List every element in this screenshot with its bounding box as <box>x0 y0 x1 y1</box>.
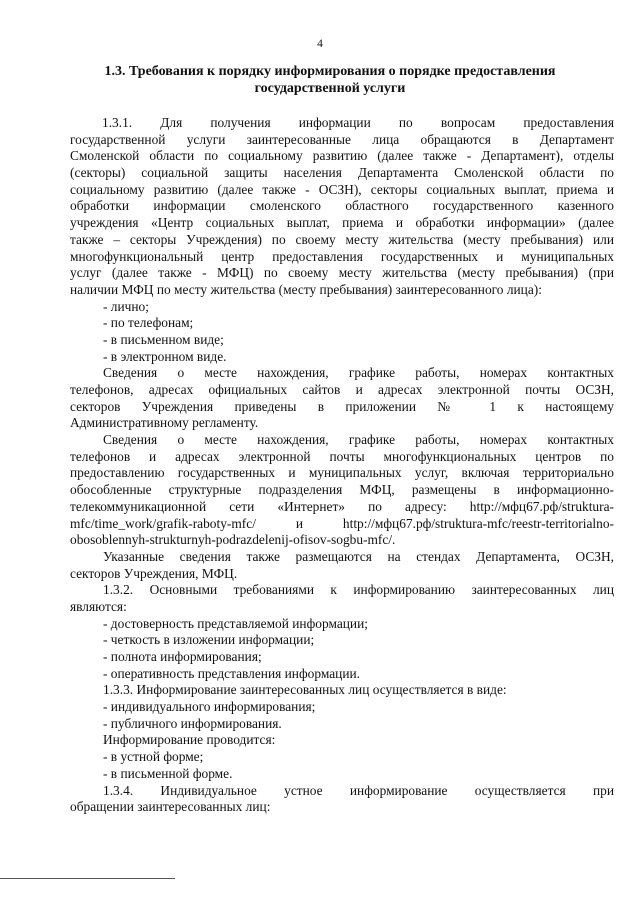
text-line: Сведения о месте нахождения, графике работы, номерах контактных <box>103 432 614 448</box>
text-line: учреждения «Центр социальных выплат, приема и обработки информации» (далее <box>70 215 614 231</box>
text-line: услуг (далее также - МФЦ) по своему месту жительства (месту пребывания) (при <box>70 265 614 281</box>
list-item: - полнота информирования; <box>103 649 262 664</box>
text-line: телекоммуникационной сети «Интернет» по адресу: http://мфц67.рф/struktura- <box>70 498 614 514</box>
text-line: 1.3.2. Основными требованиями к информированию заинтересованных лиц <box>103 582 614 598</box>
text-line: секторов Учреждения, МФЦ. <box>70 565 238 581</box>
list-item: - публичного информирования. <box>103 715 282 731</box>
list-item: - четкость в изложении информации; <box>103 632 315 648</box>
text-line: телефонов и адресах электронной почты многофункциональных центров по <box>70 448 614 464</box>
text-line: обособленные структурные подразделения МФЦ, размещены в информационно- <box>70 482 614 498</box>
text-line: обращении заинтересованных лиц: <box>70 799 271 815</box>
text-line: mfc/time_work/grafik-raboty-mfc/ и http://мфц67.рф/struktura-mfc/reestr-territorialno- <box>70 515 614 531</box>
text-line: 1.3.1. Для получения информации по вопросам предоставления <box>102 115 614 130</box>
list-item: - лично; <box>103 298 149 314</box>
document-body <box>70 115 614 816</box>
text-line: предоставлению государственных и муниципальных услуг, включая территориально <box>70 465 614 481</box>
list-item: - в электронном виде. <box>103 348 227 364</box>
text-line: секторов Учреждения приведены в приложении № 1 к настоящему <box>70 398 614 414</box>
footnote-separator <box>0 878 175 879</box>
text-line: социальному развитию (далее также - ОСЗН), секторы социальных выплат, приема и <box>70 181 614 197</box>
text-line: Сведения о месте нахождения, графике работы, номерах контактных <box>103 365 614 381</box>
text-line: Информирование проводится: <box>103 732 276 748</box>
text-line: 1.3.4. Индивидуальное устное информирование осуществляется при <box>103 782 614 798</box>
text-line: обработки информации смоленского областного государственного казенного <box>70 198 614 214</box>
section-title-line-1: 1.3. Требования к порядку информирования о порядке предоставления <box>104 64 556 79</box>
text-line: Смоленской области по социальному развитию (далее также - Департамент), отделы <box>70 148 614 164</box>
text-line: наличии МФЦ по месту жительства (месту пребывания) заинтересованного лица): <box>70 281 542 297</box>
text-line: также – секторы Учреждения) по своему месту жительства (месту пребывания) или <box>70 231 614 247</box>
page-number: 4 <box>317 38 323 50</box>
list-item: - оперативность представления информации. <box>103 665 361 681</box>
section-title-line-2: государственной услуги <box>254 81 406 96</box>
section-title <box>60 63 600 97</box>
text-line: Указанные сведения также размещаются на стендах Департамента, ОСЗН, <box>103 548 614 564</box>
list-item: - в письменной форме. <box>103 765 233 781</box>
list-item: - в устной форме; <box>103 749 204 765</box>
text-line: многофункциональный центр предоставления государственных и муниципальных <box>70 248 614 264</box>
list-item: - в письменном виде; <box>103 331 224 347</box>
text-line: Административному регламенту. <box>70 415 259 431</box>
text-line: 1.3.3. Информирование заинтересованных лиц осуществляется в виде: <box>103 682 507 698</box>
text-line: телефонов, адресах официальных сайтов и адресах электронной почты ОСЗН, <box>70 382 614 397</box>
text-line: (секторы) социальной защиты населения Департамента Смоленской области по <box>70 165 614 181</box>
text-line: являются: <box>70 598 127 614</box>
list-item: - индивидуального информирования; <box>103 699 316 715</box>
text-line: obosoblennyh-strukturnyh-podrazdelenij-ofisov-sogbu-mfc/. <box>70 532 396 548</box>
list-item: - достоверность представляемой информации; <box>103 615 368 631</box>
list-item: - по телефонам; <box>103 315 194 331</box>
text-line: государственной услуги заинтересованные лица обращаются в Департамент <box>70 131 614 147</box>
